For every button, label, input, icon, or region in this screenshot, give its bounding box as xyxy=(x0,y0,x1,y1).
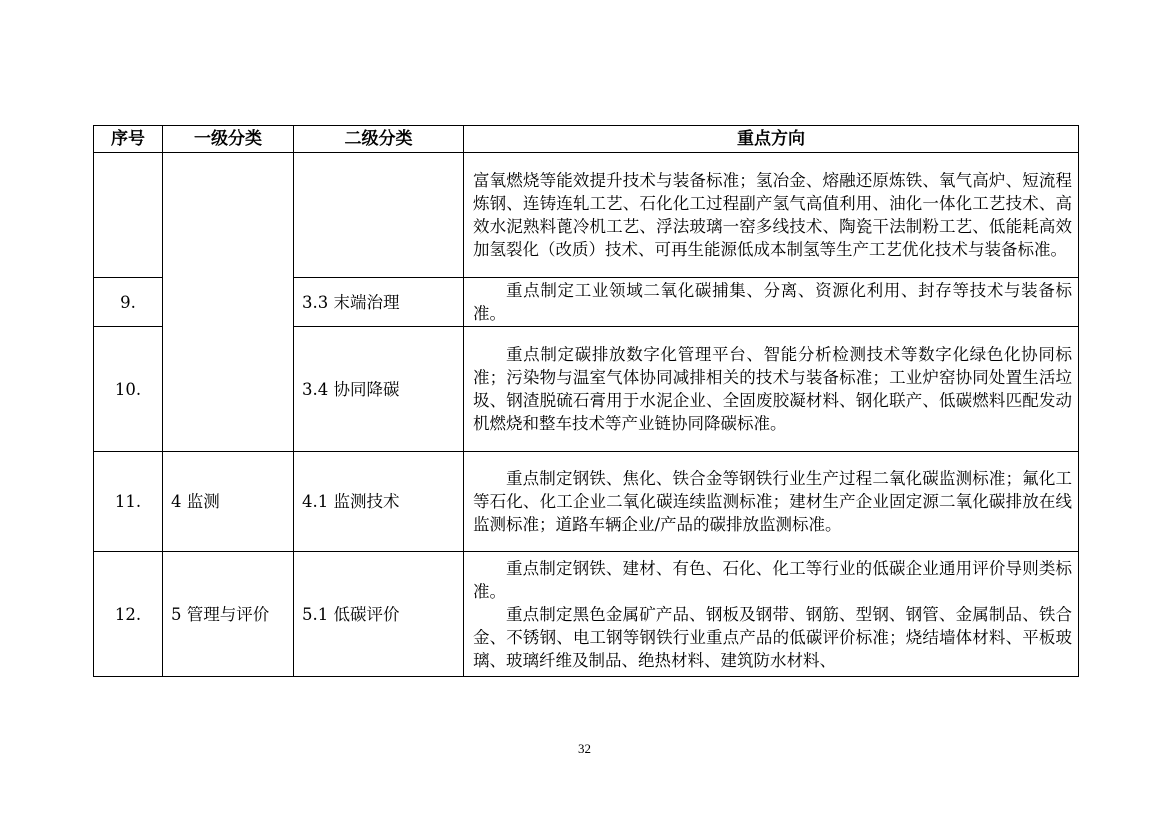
standards-table xyxy=(93,125,1079,677)
header-index: 序号 xyxy=(94,126,163,153)
header-level2: 二级分类 xyxy=(294,126,464,153)
direction-paragraph: 重点制定工业领域二氧化碳捕集、分离、资源化利用、封存等技术与装备标准。 xyxy=(473,281,1072,323)
cell-level1: 5 管理与评价 xyxy=(163,552,294,677)
direction-paragraph: 重点制定钢铁、焦化、铁合金等钢铁行业生产过程二氧化碳监测标准；氟化工等石化、化工企业二氧化碳连续监测标准；建材生产企业固定源二氧化碳排放在线监测标准；道路车辆企业/产品的碳排放监测标准。 xyxy=(473,469,1072,534)
table-row xyxy=(94,153,1079,278)
cell-index: 12. xyxy=(94,552,163,677)
cell-level2: 4.1 监测技术 xyxy=(294,452,464,552)
cell-level1 xyxy=(163,153,294,452)
cell-level2: 3.3 末端治理 xyxy=(294,278,464,327)
cell-level2 xyxy=(294,153,464,278)
cell-direction xyxy=(464,452,1079,552)
header-direction: 重点方向 xyxy=(464,126,1079,153)
cell-direction xyxy=(464,153,1079,278)
cell-level2: 3.4 协同降碳 xyxy=(294,327,464,452)
direction-paragraph: 重点制定碳排放数字化管理平台、智能分析检测技术等数字化绿色化协同标准；污染物与温室气体协同减排相关的技术与装备标准；工业炉窑协同处置生活垃圾、钢渣脱硫石膏用于水泥企业、全固废胶凝材料、钢化联产、低碳燃料匹配发动机燃烧和整车技术等产业链协同降碳标准。 xyxy=(473,345,1072,433)
cell-level1: 4 监测 xyxy=(163,452,294,552)
cell-level2: 5.1 低碳评价 xyxy=(294,552,464,677)
cell-direction xyxy=(464,327,1079,452)
header-level1: 一级分类 xyxy=(163,126,294,153)
table-row xyxy=(94,552,1079,677)
cell-index: 11. xyxy=(94,452,163,552)
cell-index: 10. xyxy=(94,327,163,452)
cell-direction xyxy=(464,552,1079,677)
page-number: 32 xyxy=(578,741,591,756)
cell-index: 9. xyxy=(94,278,163,327)
cell-index xyxy=(94,153,163,278)
direction-paragraph: 重点制定钢铁、建材、有色、石化、化工等行业的低碳企业通用评价导则类标准。 xyxy=(473,558,1072,601)
table-header-row xyxy=(94,126,1079,153)
direction-paragraph: 富氧燃烧等能效提升技术与装备标准；氢冶金、熔融还原炼铁、氧气高炉、短流程炼钢、连铸连轧工艺、石化化工过程副产氢气高值利用、油化一体化工艺技术、高效水泥熟料蓖冷机工艺、浮法玻璃一窑多线技术、陶瓷干法制粉工艺、低能耗高效加氢裂化（改质）技术、可再生能源低成本制氢等生产工艺优化技术与装备标准。 xyxy=(473,171,1072,259)
direction-paragraph: 重点制定黑色金属矿产品、钢板及钢带、钢筋、型钢、钢管、金属制品、铁合金、不锈钢、电工钢等钢铁行业重点产品的低碳评价标准；烧结墙体材料、平板玻璃、玻璃纤维及制品、绝热材料、建筑防水材料、 xyxy=(473,604,1072,670)
table-row xyxy=(94,452,1079,552)
cell-direction xyxy=(464,278,1079,327)
